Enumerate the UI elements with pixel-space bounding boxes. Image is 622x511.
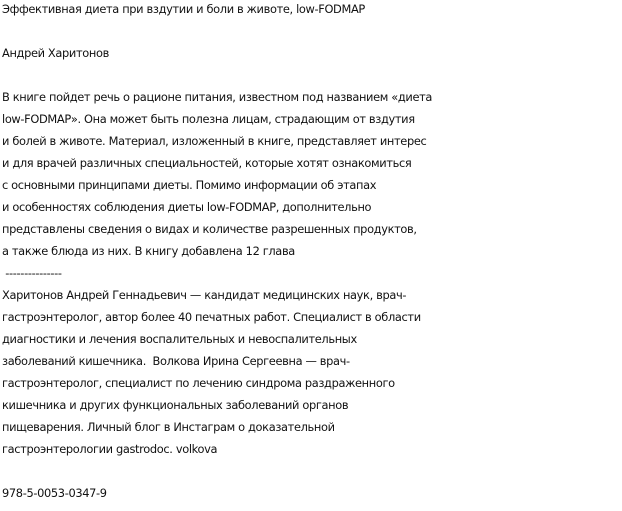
section-separator: --------------- <box>2 266 62 280</box>
description-line: и болей в животе. Материал, изложенный в книге, представляет интерес <box>2 134 427 148</box>
book-title: Эффективная диета при вздутии и боли в животе, low-FODMAP <box>2 2 365 16</box>
description-line: с основными принципами диеты. Помимо информации об этапах <box>2 178 377 192</box>
bio-line: Харитонов Андрей Геннадьевич — кандидат медицинских наук, врач- <box>2 288 407 302</box>
bio-line: заболеваний кишечника. Волкова Ирина Сергеевна — врач- <box>2 354 350 368</box>
bio-line: пищеварения. Личный блог в Инстаграм о доказательной <box>2 420 335 434</box>
description-line: и для врачей различных специальностей, которые хотят ознакомиться <box>2 156 412 170</box>
description-line: В книге пойдет речь о рационе питания, известном под названием «диета <box>2 90 433 104</box>
description-line: low-FODMAP». Она может быть полезна лицам, страдающим от вздутия <box>2 112 415 126</box>
description-line: представлены сведения о видах и количестве разрешенных продуктов, <box>2 222 417 236</box>
book-description <box>2 86 620 262</box>
bio-line: кишечника и других функциональных заболеваний органов <box>2 398 349 412</box>
spacer <box>2 460 620 482</box>
book-author: Андрей Харитонов <box>2 46 109 60</box>
bio-line: гастроэнтеролог, специалист по лечению синдрома раздраженного <box>2 376 395 390</box>
bio-line: гастроэнтеролог, автор более 40 печатных работ. Специалист в области <box>2 310 421 324</box>
description-line: и особенностях соблюдения диеты low-FODMAP, дополнительно <box>2 200 372 214</box>
description-line: а также блюда из них. В книгу добавлена 12 глава <box>2 244 295 258</box>
spacer <box>2 64 620 86</box>
bio-line: диагностики и лечения воспалительных и невоспалительных <box>2 332 357 346</box>
author-bio <box>2 284 620 460</box>
document-page <box>2 0 620 504</box>
spacer <box>2 20 620 42</box>
bio-line: гастроэнтерологии gastrodoc. volkova <box>2 442 218 456</box>
isbn: 978-5-0053-0347-9 <box>2 486 107 500</box>
